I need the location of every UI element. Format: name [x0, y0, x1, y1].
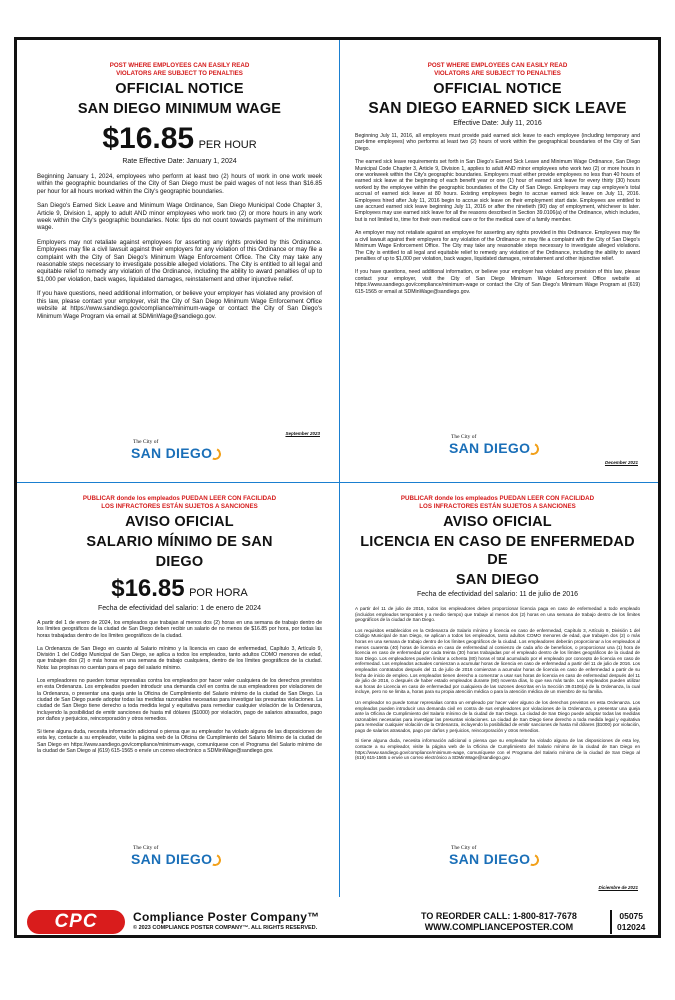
- warning-line-1: POST WHERE EMPLOYEES CAN EASILY READ: [427, 62, 568, 69]
- wage-unit: POR HORA: [189, 587, 248, 599]
- san-diego-logo: [449, 434, 549, 464]
- reorder-info: [421, 911, 577, 933]
- notice-heading: AVISO OFICIAL: [125, 514, 234, 530]
- san-diego-logo: [449, 845, 549, 875]
- poster-code-1: 05075: [619, 911, 643, 921]
- revision-date: Diciembre de 2021: [598, 885, 638, 890]
- copyright: © 2023 COMPLIANCE POSTER COMPANY™. ALL RIGHTS RESERVED.: [133, 925, 318, 931]
- reorder-phone: TO REORDER CALL: 1-800-817-7678: [421, 911, 577, 921]
- warning-line-2: LOS INFRACTORES ESTÁN SUJETOS A SANCIONES: [419, 503, 576, 510]
- paragraph: Si tiene alguna duda, necesita información adicional o piensa que su empleador ha violado alguna de las disposiciones de esta ley, contacte a su empleador, visite la página web de la Oficina de Cumplimiento del Salario mínimo de la ciudad de San Diego en https://www.sandiego.gov/compliance/minimum-wage, comuníquese con el Programa del Salario mínimo de la ciudad de San Diego al (619) 615-1565 o envíe un correo electrónico a SDMinWage@sandiego.gov.: [355, 738, 640, 761]
- logo-city-text: The City of: [133, 845, 159, 851]
- warning-line-1: PUBLICAR donde los empleados PUEDAN LEER CON FACILIDAD: [400, 495, 595, 502]
- cpc-logo: CPC: [27, 910, 125, 934]
- notice-title-cont: DIEGO: [155, 554, 204, 570]
- paragraph: Si tiene alguna duda, necesita información adicional o piensa que su empleador ha violado alguna de las disposiciones de esta ley, contacte a su empleador, visite la página web de la Oficina de Cumplimiento del Salario Mínimo de la ciudad de San Diego en https://www.sandiego.gov/compliance/minimum-wage, comuníquese con el Programa del Salario mínimo de la ciudad de San Diego al (619) 615-1565 o envíe un correo electrónico a SDMinWage@sandiego.gov.: [37, 729, 322, 755]
- poster: [14, 37, 661, 938]
- panel-minimum-wage-spanish: [37, 495, 322, 895]
- paragraph: Un empleador no puede tomar represalias contra un empleado por hacer valer alguno de los derechos previstos en esta Ordenanza. Los empleados pueden introducir una demanda civil en contra de sus empleadores por violaciones de la Ordenanza, o presentar una queja ante la Oficina de Cumplimiento del Salario mínimo de la ciudad de San Diego. La ciudad de San Diego puede adoptar todas las medidas razonables necesarias para investigar las presuntas violaciones. La ciudad de San Diego tiene derecho a toda medida legal y equitativa para remediar cualquier violación de la Ordenanza, incluyendo la posibilidad de emitir sanciones de hasta mil dólares ($1000) por violación, pago de salarios atrasados, pago por daños y perjuicios, reincorporación y otros remedios.: [355, 699, 640, 733]
- paragraph: Beginning July 11, 2016, all employers must provide paid earned sick leave to each employee (including temporary and part-time employees) who performs at least two (2) hours of work within the geographical boundaries of the City of San Diego.: [355, 133, 640, 152]
- logo-city-text: The City of: [451, 434, 477, 440]
- notice-title-cont: SAN DIEGO: [455, 572, 540, 588]
- san-diego-logo: [131, 845, 231, 875]
- warning-line-1: POST WHERE EMPLOYEES CAN EASILY READ: [109, 62, 250, 69]
- notice-body: [355, 606, 640, 761]
- notice-heading: OFFICIAL NOTICE: [115, 81, 244, 97]
- effective-date: Rate Effective Date: January 1, 2024: [122, 158, 237, 165]
- effective-date: Fecha de efectividad del salario: 11 de julio de 2016: [417, 591, 578, 598]
- logo-city-text: The City of: [451, 845, 477, 851]
- wage-amount: $16.85: [102, 122, 195, 155]
- logo-name-text: SAN DIEGO: [449, 851, 531, 867]
- paragraph: San Diego's Earned Sick Leave and Minimum Wage Ordinance, San Diego Municipal Code Chapter 3, Article 9, Division 1, apply to adult AND minor employees who work two (2) or more hours in any work week within the City's geographic boundaries. Note: tips do not count towards payment of the minimum wage.: [37, 202, 322, 232]
- company-name: Compliance Poster Company™: [133, 910, 320, 924]
- paragraph: The earned sick leave requirements set forth in San Diego's Earned Sick Leave and Minimum Wage Ordinance, San Diego Municipal Code Chapter 3, Article 9, Division 1, applies to adult AND minor employees who work two (2) or more hours in one workweek within the City's geographic boundaries. Employers must either provide employees no less than 40 hours of earned sick leave at the beginning of each benefit year or one (1) hour of earned sick leave for every thirty (30) hours worked by the employee within the geographic boundaries of the City of San Diego. Employers may cap employee's total accrual of earned sick leave at 80 hours. Existing employees begin to accrue earned sick leave on July 11, 2016. Employees hired after July 11, 2016 begin to accrue sick leave on their employment start date. Employees are entitled to use accrued earned sick leave beginning July 11, 2016 or after the ninetieth (90) day of employment, whichever is later. Employees may use earned sick leave for all the reasons described in Section 39.0106(a) of the Ordinance, which includes, but is not limited to, time for their own medical care or for the medical care of a family member.: [355, 159, 640, 223]
- wage-rate: [37, 122, 322, 156]
- paragraph: An employer may not retaliate against an employee for asserting any rights provided in this Ordinance. Employees may file a civil lawsuit against their employers for any violation of the Ordinance or may file a complaint with the City of San Diego's Minimum Wage Enforcement Office. The City may take any reasonable steps necessary to investigate alleged violations. The City is entitled to all legal and equitable relief to remedy any violation of the Ordinance, including the ability to award penalties of up to $1,000 per violation, back wages, liquidated damages, reinstatement and other injunctive relief.: [355, 230, 640, 262]
- revision-date: September 2023: [285, 431, 320, 436]
- poster-footer: [17, 906, 658, 938]
- logo-city-text: The City of: [133, 439, 159, 445]
- revision-date: December 2021: [604, 460, 638, 465]
- notice-title: SAN DIEGO MINIMUM WAGE: [77, 101, 282, 117]
- poster-codes: [617, 911, 645, 933]
- panel-sick-leave-english: [355, 62, 640, 467]
- paragraph: A partir del 11 de julio de 2016, todos los empleadores deben proporcionar licencia paga en caso de enfermedad a todo empleado (incluidos empleados temporales y a medio tiempo) que trabaje al menos dos (2) horas en una semana de trabajo dentro de los límites geográficos de la ciudad de San Diego.: [355, 606, 640, 623]
- notice-heading: AVISO OFICIAL: [443, 514, 552, 530]
- paragraph: If you have questions, need additional information, or believe your employer has violated any provision of this law, please contact your employer, visit the City of San Diego Minimum Wage Enforcement Office website at https://www.sandiego.gov/compliance/minimum-wage or contact the City of San Diego's Minimum Wage Program at (619) 615-1565 or email at SDMinWage@sandiego.gov.: [355, 269, 640, 295]
- panel-divider-vertical: [339, 40, 340, 897]
- effective-date: Effective Date: July 11, 2016: [453, 120, 542, 127]
- notice-body: [37, 173, 322, 320]
- notice-heading: OFFICIAL NOTICE: [433, 81, 562, 97]
- warning-line-2: VIOLATORS ARE SUBJECT TO PENALTIES: [116, 70, 243, 77]
- wage-rate: [37, 575, 322, 603]
- notice-body: [355, 133, 640, 295]
- footer-divider: [610, 910, 612, 934]
- paragraph: If you have questions, need additional information, or believe your employer has violated any provision of this law, please contact your employer, visit the City of San Diego Minimum Wage Enforcement Office website at https://www.sandiego.gov/compliance/minimum-wage or contact the City of San Diego's Minimum Wage Program via email at SDMinWage@sandiego.gov.: [37, 290, 322, 320]
- reorder-website: WWW.COMPLIANCEPOSTER.COM: [424, 922, 574, 932]
- panel-minimum-wage-english: [37, 62, 322, 467]
- notice-body: [37, 620, 322, 754]
- notice-grid: [17, 40, 658, 897]
- paragraph: Los requisitos establecidos en la Ordenanza de Salario mínimo y licencia en caso de enfermedad, Capítulo 3, Artículo 9, División 1 del Código Municipal de San Diego, se aplican a todos los empleados, tanto adultos COMO menores de edad, que trabajen dos (2) o más horas en una semana de trabajo dentro de los límites geográficos de la ciudad. Los empleadores deberán proporcionar a los empleados al menos cuarenta (40) horas de licencia en caso de enfermedad al comienzo de cada año de beneficios, o proporcionar una (1) hora de licencia en caso de enfermedad por cada treinta (30) horas trabajadas por el empleado dentro de los límites geográficos de la ciudad de San Diego. Los empleadores pueden limitar a ochenta (80) horas el total acumulado por el empleado por concepto de licencia en caso de enfermedad. Los empleados actuales comienzan a acumular horas de licencia en caso de enfermedad a partir del 11 de julio de 2016. Los empleados contratados después del 11 de julio de 2016 comienzan a acumular horas de licencia en caso de enfermedad a partir de su fecha de inicio de empleo. Los empleados tienen derecho a comenzar a usar sus horas de licencia en caso de enfermedad después del 11 de julio de 2016, o después de haber estado empleados durante (90) noventa días, lo que sea más tarde. Los empleados pueden utilizar sus horas de Licencia en caso de enfermedad por cualquiera de las razones descritas en la Sección 39.0106(a) de la Ordenanza, la cual incluye, pero no se limita a, horas para su propia atención médica o para la atención médica de un miembro de su familia.: [355, 627, 640, 695]
- effective-date: Fecha de efectividad del salario: 1 de enero de 2024: [97, 605, 262, 612]
- notice-title: LICENCIA EN CASO DE ENFERMEDAD DE: [360, 534, 635, 568]
- paragraph: A partir del 1 de enero de 2024, los empleados que trabajan al menos dos (2) horas en una semana de trabajo dentro de los límites geográficos de la ciudad de San Diego deben recibir un salario de no menos de $16.85 por hora, por todas las horas trabajadas dentro de los límites geográficos de la ciudad.: [37, 620, 322, 639]
- paragraph: Los empleadores no pueden tomar represalias contra los empleados por hacer valer cualquiera de los derechos previstos en esta Ordenanza. Los empleados pueden introducir una demanda civil en contra de sus empleadores por violaciones de la Ordenanza, o presentar una queja ante la Oficina de Cumplimiento del Salario mínimo de la ciudad de San Diego. La ciudad de San Diego puede adoptar todas las medidas razonables necesarias para investigar las presuntas violaciones. La ciudad de San Diego tiene derecho a toda medida legal y equitativa para remediar cualquier violación de la Ordenanza, incluyendo la posibilidad de emitir sanciones de hasta mil dólares ($1000) por violación, pago de salarios atrasados, pago por daños y perjuicios, reincorporación y otros remedios.: [37, 678, 322, 722]
- paragraph: Beginning January 1, 2024, employees who perform at least two (2) hours of work in one work week within the geographic boundaries of the City of San Diego must be paid wages of not less than $16.85 per hour for all hours worked within the City's geographic boundaries.: [37, 173, 322, 195]
- warning-line-1: PUBLICAR donde los empleados PUEDAN LEER CON FACILIDAD: [82, 495, 277, 502]
- panel-sick-leave-spanish: [355, 495, 640, 895]
- paragraph: Employers may not retaliate against employees for asserting any rights provided by this Ordinance. Employees may file a civil lawsuit against their employers for any violation of this Ordinance or may file a complaint with the City of San Diego's Minimum Wage Enforcement Office. The City may take any reasonable steps necessary to investigate possible alleged violations. The City is entitled to all legal and equitable relief to remedy any violation of the Ordinance, including the ability to award penalties of up to $1,000 per violation, back wages, liquidated damages, reinstatement and other injunctive relief.: [37, 238, 322, 283]
- warning-line-2: VIOLATORS ARE SUBJECT TO PENALTIES: [434, 70, 561, 77]
- san-diego-logo: [131, 439, 231, 467]
- notice-title: SALARIO MÍNIMO DE SAN: [86, 534, 273, 550]
- poster-code-2: 012024: [617, 922, 646, 932]
- logo-name-text: SAN DIEGO: [449, 440, 531, 456]
- logo-name-text: SAN DIEGO: [131, 445, 213, 461]
- warning-line-2: LOS INFRACTORES ESTÁN SUJETOS A SANCIONES: [101, 503, 258, 510]
- wage-amount: $16.85: [111, 575, 185, 602]
- logo-name-text: SAN DIEGO: [131, 851, 213, 867]
- panel-divider-horizontal: [17, 482, 658, 483]
- paragraph: La Ordenanza de San Diego en cuanto al Salario mínimo y la licencia en caso de enfermedad, Capítulo 3, Artículo 9, División 1 del Código Municipal de San Diego, se aplica a todos los empleados, tanto adultos COMO menores de edad, que trabajen dos (2) o más horas en una semana de trabajo cualquiera, dentro de los límites geográficos de la ciudad. Nota: las propinas no cuentan para el pago del salario mínimo.: [37, 645, 322, 671]
- wage-unit: PER HOUR: [198, 139, 257, 151]
- notice-title: SAN DIEGO EARNED SICK LEAVE: [368, 100, 627, 117]
